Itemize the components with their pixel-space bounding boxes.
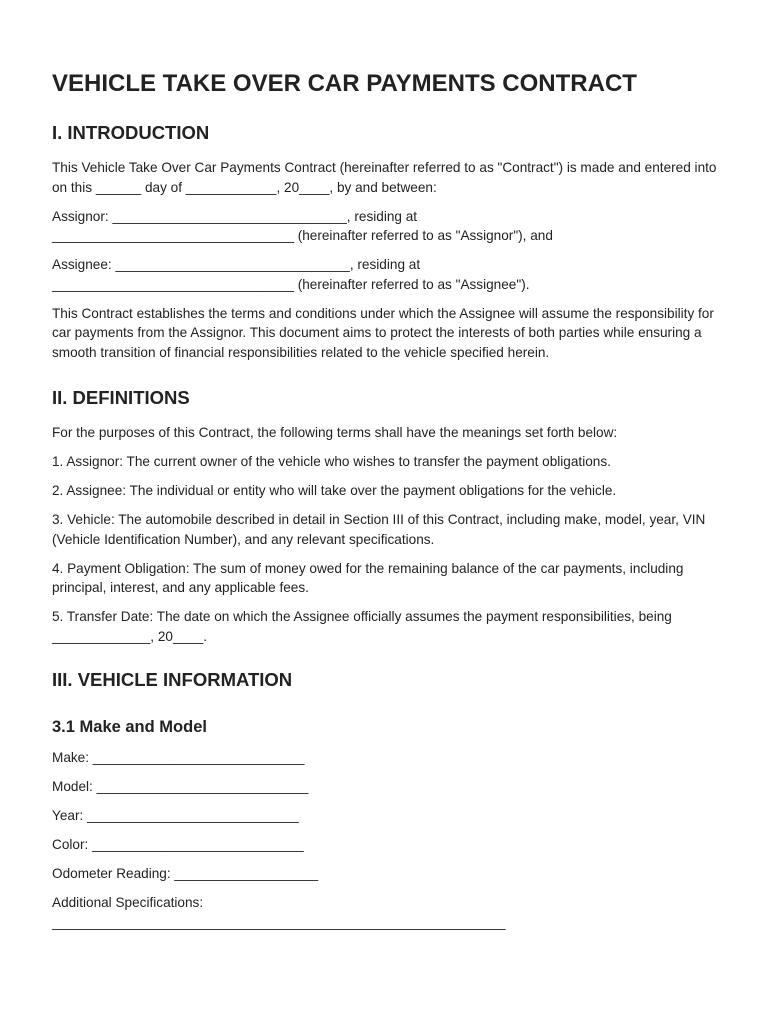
definition-item-assignee: 2. Assignee: The individual or entity who will take over the payment obligations for the vehicle. [52,483,617,498]
assignee-line-1: Assignee: _______________________________, residing at [52,257,421,272]
definitions-intro: For the purposes of this Contract, the following terms shall have the meanings set forth below: [52,425,618,440]
assignor-line [52,207,718,246]
make-field: Make: ____________________________ [52,750,305,765]
definitions-section [52,387,718,646]
introduction-purpose: This Contract establishes the terms and conditions under which the Assignee will assume the responsibility for car payments from the Assignor. This document aims to protect the interests of both parties while ensuring a smooth transition of financial responsibilities related to the vehicle specified herein. [52,305,714,360]
definition-item-assignor: 1. Assignor: The current owner of the vehicle who wishes to transfer the payment obligations. [52,454,611,469]
definitions-heading: II. DEFINITIONS [52,387,190,408]
additional-specifications-line: ____________________________________________________________ [52,914,506,930]
introduction-section [52,122,718,362]
assignee-line [52,255,718,294]
vehicle-information-section [52,669,718,932]
color-field: Color: ____________________________ [52,837,304,852]
additional-specifications-field [52,893,718,932]
assignee-line-2: ________________________________ (hereinafter referred to as "Assignee"). [52,276,530,292]
make-and-model-subheading: 3.1 Make and Model [52,718,207,736]
assignor-line-1: Assignor: _______________________________, residing at [52,208,418,224]
introduction-opening: This Vehicle Take Over Car Payments Contract (hereinafter referred to as "Contract") is made and entered into on this ______ day of ____________, 20____, by and between: [52,160,717,195]
odometer-field: Odometer Reading: ___________________ [52,866,319,881]
additional-specifications-label: Additional Specifications: [52,895,204,910]
definition-item-transfer-date: 5. Transfer Date: The date on which the Assignee officially assumes the payment responsibilities, being _____________, 20____. [52,609,672,644]
definition-item-vehicle: 3. Vehicle: The automobile described in detail in Section III of this Contract, including make, model, year, VIN (Vehicle Identification Number), and any relevant specifications. [52,512,706,547]
assignor-line-2: ________________________________ (hereinafter referred to as "Assignor"), and [52,228,553,243]
vehicle-information-heading: III. VEHICLE INFORMATION [52,669,293,690]
year-field: Year: ____________________________ [52,808,299,823]
document-title: VEHICLE TAKE OVER CAR PAYMENTS CONTRACT [52,70,637,97]
model-field: Model: ____________________________ [52,779,309,794]
definition-item-payment-obligation: 4. Payment Obligation: The sum of money owed for the remaining balance of the car payments, including principal, interest, and any applicable fees. [52,560,684,595]
introduction-heading: I. INTRODUCTION [52,122,210,143]
